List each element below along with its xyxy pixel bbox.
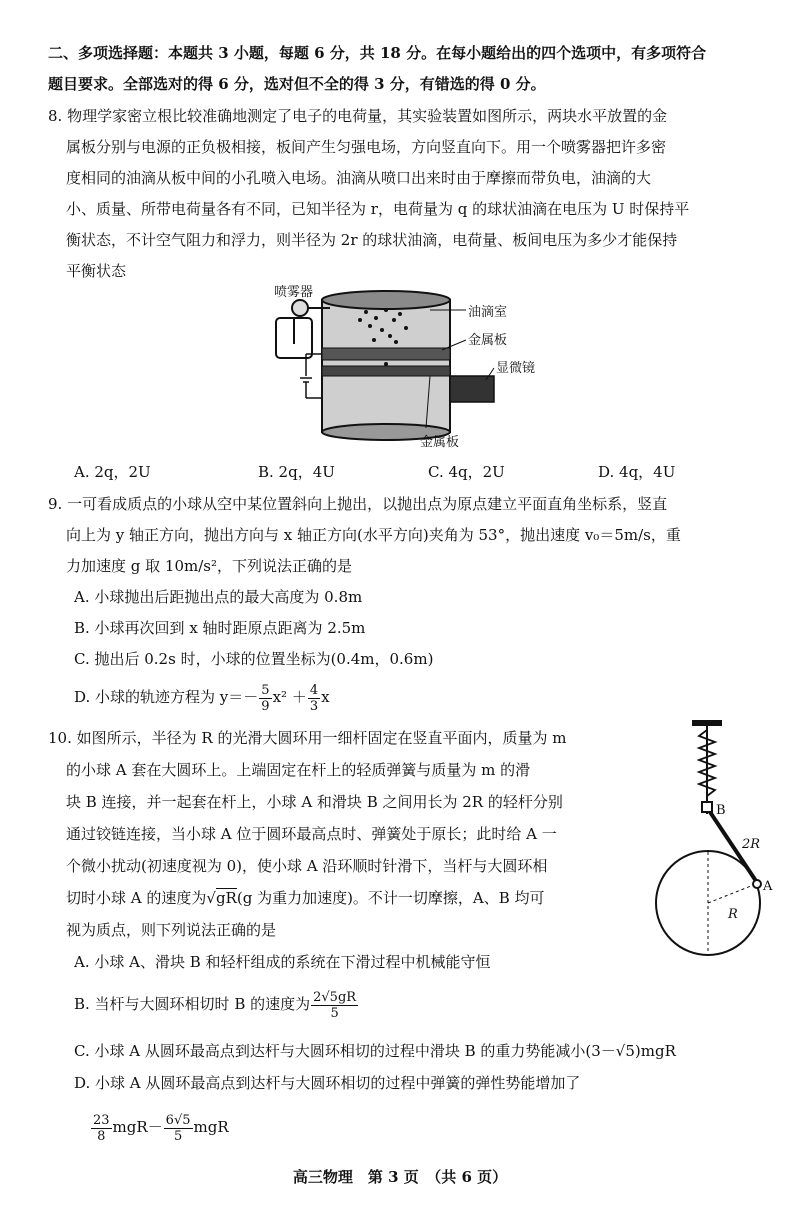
q9-d-fraction1	[259, 683, 271, 714]
lower-plate	[322, 366, 450, 376]
q8-option-a: A. 2q，2U	[74, 463, 151, 481]
q10-line6-sqrt: gR	[215, 889, 237, 907]
label-b: B	[716, 803, 726, 818]
spring	[699, 730, 715, 796]
label-chamber: 油滴室	[468, 305, 508, 320]
q9-d-f1-den: 9	[261, 698, 270, 714]
slider-b	[702, 802, 712, 812]
ring-rod-figure	[650, 718, 780, 980]
q8-line1: 8. 物理学家密立根比较准确地测定了电子的电荷量，其实验装置如图所示，两块水平放置的金	[48, 107, 668, 125]
q10-b-fraction	[311, 990, 358, 1021]
chamber-top	[322, 291, 450, 309]
q10-line6	[66, 883, 545, 914]
label-lower-plate: 金属板	[420, 435, 460, 450]
section-heading-line1: 二、多项选择题：本题共 3 小题，每题 6 分，共 18 分。在每小题给出的四个选项中，有多项符合	[48, 44, 707, 62]
q10-line2: 的小球 A 套在大圆环上。上端固定在杆上的轻质弹簧与质量为 m 的滑	[66, 761, 531, 779]
q10-line3: 块 B 连接，并一起套在杆上，小球 A 和滑块 B 之间用长为 2R 的轻杆分别	[66, 793, 563, 811]
label-sprayer: 喷雾器	[274, 285, 314, 300]
q10-line5: 个微小扰动(初速度视为 0)，使小球 A 沿环顺时针滑下，当杆与大圆环相	[66, 857, 548, 875]
page-footer: 高三物理 第 3 页 （共 6 页）	[292, 1168, 508, 1186]
label-2r: 2R	[742, 837, 761, 852]
q10-b-prefix: B. 当杆与大圆环相切时 B 的速度为	[74, 995, 311, 1013]
q8-line3: 度相同的油滴从板中间的小孔喷入电场。油滴从喷口出来时由于摩擦而带负电，油滴的大	[66, 169, 652, 187]
q10-d-fraction2	[164, 1113, 193, 1144]
q9-option-b: B. 小球再次回到 x 轴时距原点距离为 2.5m	[74, 619, 366, 637]
upper-plate	[322, 348, 450, 360]
q9-d-f2-num: 4	[309, 682, 319, 698]
q9-line2: 向上为 y 轴正方向，抛出方向与 x 轴正方向(水平方向)夹角为 53°，抛出速度 v₀＝5m/s，重	[66, 526, 681, 544]
q9-d-f1-num: 5	[261, 682, 270, 698]
q10-b-num: 2√5gR	[313, 989, 357, 1005]
q9-option-a: A. 小球抛出后距抛出点的最大高度为 0.8m	[74, 588, 363, 606]
q10-d-f1-den: 8	[97, 1128, 106, 1144]
q10-d-f2-num: 6√5	[165, 1112, 191, 1128]
q10-option-d-line1: D. 小球 A 从圆环最高点到达杆与大圆环相切的过程中弹簧的弹性势能增加了	[74, 1074, 581, 1092]
q10-d-f1-num: 23	[93, 1112, 110, 1128]
q10-line6-b: (g 为重力加速度)。不计一切摩擦，A、B 均可	[236, 889, 545, 907]
q8-option-b: B. 2q，4U	[258, 463, 335, 481]
q8-line4: 小、质量、所带电荷量各有不同，已知半径为 r，电荷量为 q 的球状油滴在电压为 U 时保持平	[66, 200, 690, 218]
q10-option-a: A. 小球 A、滑块 B 和轻杆组成的系统在下滑过程中机械能守恒	[74, 953, 491, 971]
label-a: A	[763, 879, 773, 894]
q10-line1: 10. 如图所示，半径为 R 的光滑大圆环用一细杆固定在竖直平面内，质量为 m	[48, 729, 567, 747]
q8-line2: 属板分别与电源的正负极相接，板间产生匀强电场，方向竖直向下。用一个喷雾器把许多密	[66, 138, 667, 156]
q10-d-suffix: mgR	[193, 1118, 229, 1136]
q9-d-suffix: x	[321, 688, 330, 706]
ball-a	[753, 880, 761, 888]
sprayer-bulb	[292, 300, 308, 316]
label-microscope: 显微镜	[496, 361, 536, 376]
q8-option-c: C. 4q，2U	[428, 463, 505, 481]
label-r: R	[728, 907, 738, 922]
q10-option-d-line2	[90, 1112, 229, 1144]
q10-line7: 视为质点，则下列说法正确的是	[66, 921, 277, 939]
q10-d-f2-den: 5	[173, 1128, 183, 1144]
q8-option-d: D. 4q，4U	[598, 463, 676, 481]
q9-line1: 9. 一可看成质点的小球从空中某位置斜向上抛出，以抛出点为原点建立平面直角坐标系，竖直	[48, 495, 668, 513]
q8-line5: 衡状态，不计空气阻力和浮力，则半径为 2r 的球状油滴，电荷量、板间电压为多少才能保持	[66, 231, 678, 249]
q9-d-f2-den: 3	[309, 698, 319, 714]
q10-line4: 通过铰链连接，当小球 A 位于圆环最高点时、弹簧处于原长；此时给 A 一	[66, 825, 557, 843]
q9-line3: 力加速度 g 取 10m/s²，下列说法正确的是	[66, 557, 352, 575]
q9-d-fraction2	[308, 683, 320, 714]
q9-option-c: C. 抛出后 0.2s 时，小球的位置坐标为(0.4m，0.6m)	[74, 650, 434, 668]
section-heading-line2: 题目要求。全部选对的得 6 分，选对但不全的得 3 分，有错选的得 0 分。	[48, 75, 546, 93]
q10-d-fraction1	[91, 1113, 112, 1144]
q10-option-c: C. 小球 A 从圆环最高点到达杆与大圆环相切的过程中滑块 B 的重力势能减小(3－√5)mgR	[74, 1042, 676, 1060]
q10-b-den: 5	[330, 1005, 339, 1021]
top-mount	[692, 720, 722, 726]
sqrt-sign: √	[206, 889, 216, 907]
microscope	[450, 376, 494, 402]
q9-d-mid: x² ＋	[272, 688, 307, 706]
radius-line	[708, 884, 756, 903]
q8-line6: 平衡状态	[66, 262, 127, 280]
millikan-apparatus-figure	[270, 280, 550, 450]
q10-line6-a: 切时小球 A 的速度为	[66, 889, 207, 907]
q10-d-mid: mgR－	[112, 1118, 163, 1136]
q9-option-d	[74, 682, 330, 714]
label-upper-plate: 金属板	[468, 333, 508, 348]
q9-d-prefix: D. 小球的轨迹方程为 y＝－	[74, 688, 259, 706]
q10-option-b	[74, 989, 359, 1021]
